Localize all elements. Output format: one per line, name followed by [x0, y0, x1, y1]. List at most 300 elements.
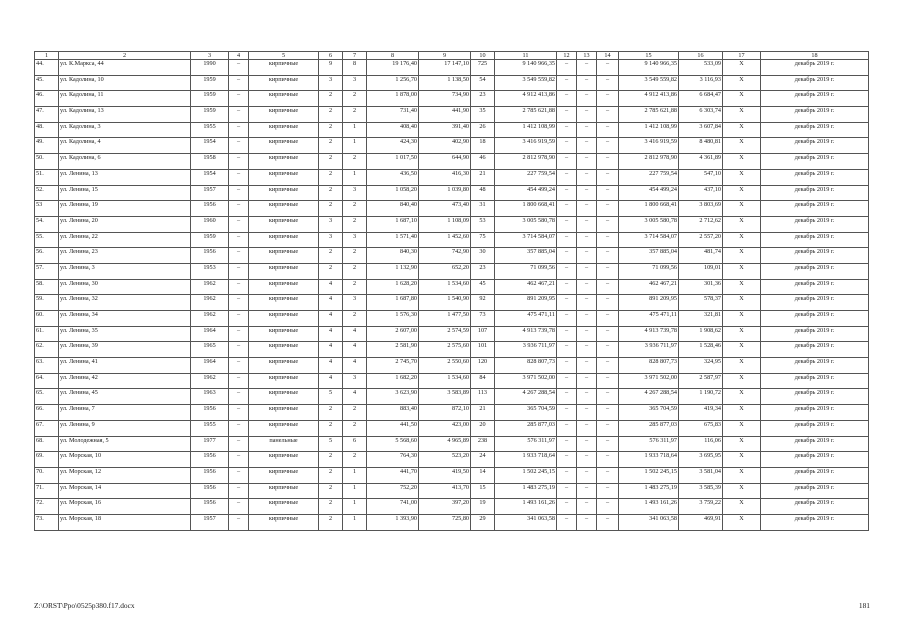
table-cell: –: [229, 263, 249, 279]
table-cell: ул. Ленина, 35: [59, 326, 191, 342]
table-cell: –: [577, 154, 597, 170]
table-cell: –: [597, 373, 619, 389]
table-cell: 1963: [191, 389, 229, 405]
table-cell: 3 607,84: [679, 122, 723, 138]
table-cell: 576 311,97: [495, 436, 557, 452]
table-cell: 2: [319, 185, 343, 201]
table-cell: 57.: [35, 263, 59, 279]
table-cell: 2: [319, 405, 343, 421]
table-cell: декабрь 2019 г.: [761, 91, 869, 107]
table-cell: 357 885,04: [495, 248, 557, 264]
table-cell: 45.: [35, 75, 59, 91]
table-cell: 741,00: [367, 499, 419, 515]
table-cell: Х: [723, 75, 761, 91]
table-cell: 1 138,50: [419, 75, 471, 91]
table-cell: 481,74: [679, 248, 723, 264]
table-cell: 19 176,40: [367, 60, 419, 76]
table-cell: 1956: [191, 467, 229, 483]
table-cell: 523,20: [419, 452, 471, 468]
table-cell: 61.: [35, 326, 59, 342]
table-cell: –: [557, 279, 577, 295]
table-cell: кирпичные: [249, 326, 319, 342]
table-cell: –: [597, 122, 619, 138]
table-cell: 725: [471, 60, 495, 76]
table-cell: 1 682,20: [367, 373, 419, 389]
table-cell: 2: [319, 483, 343, 499]
table-row: [35, 514, 869, 530]
table-cell: ул. Кадолина, 10: [59, 75, 191, 91]
table-cell: –: [557, 420, 577, 436]
table-cell: декабрь 2019 г.: [761, 373, 869, 389]
table-cell: 454 499,24: [495, 185, 557, 201]
table-cell: Х: [723, 138, 761, 154]
table-row: [35, 138, 869, 154]
table-cell: –: [557, 436, 577, 452]
table-cell: 3: [319, 75, 343, 91]
table-cell: 397,20: [419, 499, 471, 515]
table-cell: кирпичные: [249, 216, 319, 232]
table-row: [35, 452, 869, 468]
table-cell: 3 695,95: [679, 452, 723, 468]
table-cell: Х: [723, 60, 761, 76]
table-cell: 2: [343, 154, 367, 170]
table-cell: –: [597, 201, 619, 217]
table-cell: декабрь 2019 г.: [761, 499, 869, 515]
table-cell: 1 502 245,15: [495, 467, 557, 483]
table-cell: 365 704,59: [619, 405, 679, 421]
table-cell: 731,40: [367, 107, 419, 123]
table-cell: декабрь 2019 г.: [761, 154, 869, 170]
table-cell: декабрь 2019 г.: [761, 107, 869, 123]
table-cell: –: [557, 483, 577, 499]
table-cell: 4 267 288,54: [619, 389, 679, 405]
table-cell: –: [557, 499, 577, 515]
table-cell: 70.: [35, 467, 59, 483]
table-cell: 1956: [191, 248, 229, 264]
table-row: [35, 436, 869, 452]
table-cell: 576 311,97: [619, 436, 679, 452]
table-cell: 1956: [191, 483, 229, 499]
table-cell: 891 209,95: [619, 295, 679, 311]
table-cell: 48.: [35, 122, 59, 138]
table-cell: 62.: [35, 342, 59, 358]
table-cell: 1958: [191, 154, 229, 170]
table-cell: 1: [343, 138, 367, 154]
table-cell: 3 116,93: [679, 75, 723, 91]
table-cell: 73: [471, 311, 495, 327]
table-cell: ул. Ленина, 30: [59, 279, 191, 295]
table-cell: –: [557, 185, 577, 201]
table-cell: 3 416 919,59: [495, 138, 557, 154]
table-cell: 2 574,59: [419, 326, 471, 342]
table-cell: 644,90: [419, 154, 471, 170]
table-cell: декабрь 2019 г.: [761, 169, 869, 185]
table-cell: кирпичные: [249, 420, 319, 436]
table-cell: 3 936 711,97: [495, 342, 557, 358]
table-cell: 1 039,80: [419, 185, 471, 201]
table-cell: –: [557, 452, 577, 468]
table-cell: 4 913 739,78: [619, 326, 679, 342]
table-cell: –: [577, 232, 597, 248]
table-cell: 3 803,69: [679, 201, 723, 217]
table-cell: –: [577, 263, 597, 279]
table-cell: 3 585,39: [679, 483, 723, 499]
table-cell: –: [557, 138, 577, 154]
table-cell: кирпичные: [249, 75, 319, 91]
table-cell: кирпичные: [249, 91, 319, 107]
table-cell: 71 099,56: [619, 263, 679, 279]
table-cell: 26: [471, 122, 495, 138]
table-cell: –: [577, 201, 597, 217]
table-cell: 48: [471, 185, 495, 201]
table-cell: –: [229, 342, 249, 358]
table-cell: 437,10: [679, 185, 723, 201]
table-cell: 408,40: [367, 122, 419, 138]
table-cell: кирпичные: [249, 295, 319, 311]
table-cell: 4: [319, 326, 343, 342]
table-cell: 3 714 584,07: [495, 232, 557, 248]
table-cell: 73.: [35, 514, 59, 530]
table-row: [35, 154, 869, 170]
table-cell: 4 267 288,54: [495, 389, 557, 405]
table-cell: 441,70: [367, 467, 419, 483]
table-cell: 675,83: [679, 420, 723, 436]
table-cell: –: [597, 169, 619, 185]
table-cell: –: [597, 514, 619, 530]
table-cell: –: [597, 60, 619, 76]
table-cell: 3 583,89: [419, 389, 471, 405]
table-cell: –: [229, 248, 249, 264]
housing-table: [34, 51, 869, 531]
table-cell: ул. Ленина, 32: [59, 295, 191, 311]
table-cell: 113: [471, 389, 495, 405]
table-cell: 1956: [191, 499, 229, 515]
table-cell: –: [597, 436, 619, 452]
table-cell: –: [577, 483, 597, 499]
table-cell: ул. Ленина, 9: [59, 420, 191, 436]
table-cell: декабрь 2019 г.: [761, 514, 869, 530]
table-cell: 1 058,20: [367, 185, 419, 201]
table-cell: Х: [723, 467, 761, 483]
table-cell: ул. Морская, 18: [59, 514, 191, 530]
table-cell: 883,40: [367, 405, 419, 421]
table-cell: –: [229, 373, 249, 389]
table-cell: –: [577, 389, 597, 405]
table-cell: Х: [723, 169, 761, 185]
table-cell: 5: [319, 389, 343, 405]
table-cell: 1 393,90: [367, 514, 419, 530]
table-cell: ул. Ленина, 20: [59, 216, 191, 232]
table-cell: декабрь 2019 г.: [761, 60, 869, 76]
table-cell: ул. Ленина, 41: [59, 358, 191, 374]
table-cell: кирпичные: [249, 499, 319, 515]
table-cell: кирпичные: [249, 483, 319, 499]
table-cell: –: [577, 107, 597, 123]
column-header: 13: [577, 52, 597, 60]
table-cell: 341 063,58: [495, 514, 557, 530]
table-cell: 2: [319, 169, 343, 185]
table-cell: ул. Ленина, 3: [59, 263, 191, 279]
table-cell: 2 557,20: [679, 232, 723, 248]
table-cell: декабрь 2019 г.: [761, 295, 869, 311]
table-cell: 24: [471, 452, 495, 468]
column-header: 2: [59, 52, 191, 60]
table-cell: 71.: [35, 483, 59, 499]
table-cell: 1990: [191, 60, 229, 76]
table-cell: 3 005 580,78: [495, 216, 557, 232]
table-cell: –: [597, 154, 619, 170]
table-row: [35, 420, 869, 436]
table-cell: –: [557, 389, 577, 405]
footer-file-path: Z:\ORST\Ppo\0525p380.f17.docx: [34, 601, 135, 610]
table-cell: декабрь 2019 г.: [761, 216, 869, 232]
table-cell: –: [229, 201, 249, 217]
column-header: 1: [35, 52, 59, 60]
table-cell: –: [577, 467, 597, 483]
table-cell: 2: [319, 138, 343, 154]
table-row: [35, 107, 869, 123]
table-cell: 301,36: [679, 279, 723, 295]
table-cell: 2 812 978,90: [495, 154, 557, 170]
table-cell: –: [597, 107, 619, 123]
table-cell: декабрь 2019 г.: [761, 483, 869, 499]
table-cell: 1 933 718,64: [495, 452, 557, 468]
table-cell: –: [557, 216, 577, 232]
table-cell: 1 502 245,15: [619, 467, 679, 483]
table-cell: –: [229, 91, 249, 107]
table-cell: 1 687,10: [367, 216, 419, 232]
table-cell: 1962: [191, 373, 229, 389]
table-cell: декабрь 2019 г.: [761, 122, 869, 138]
table-cell: 391,40: [419, 122, 471, 138]
table-cell: 9: [319, 60, 343, 76]
table-cell: ул. Ленина, 39: [59, 342, 191, 358]
table-cell: 2: [319, 467, 343, 483]
table-cell: 2: [343, 279, 367, 295]
table-cell: 23: [471, 263, 495, 279]
table-cell: 2: [319, 263, 343, 279]
table-cell: 3 714 584,07: [619, 232, 679, 248]
table-cell: 1959: [191, 75, 229, 91]
table-cell: 4: [343, 358, 367, 374]
table-cell: –: [577, 279, 597, 295]
table-cell: –: [597, 389, 619, 405]
table-cell: –: [577, 216, 597, 232]
table-cell: 107: [471, 326, 495, 342]
table-cell: 1954: [191, 138, 229, 154]
table-cell: Х: [723, 514, 761, 530]
table-cell: –: [229, 389, 249, 405]
table-cell: 3: [343, 373, 367, 389]
table-cell: Х: [723, 342, 761, 358]
table-cell: ул. Морская, 10: [59, 452, 191, 468]
table-cell: –: [229, 154, 249, 170]
table-cell: Х: [723, 499, 761, 515]
table-cell: кирпичные: [249, 452, 319, 468]
column-header: 3: [191, 52, 229, 60]
table-cell: –: [557, 326, 577, 342]
table-cell: –: [557, 248, 577, 264]
table-cell: кирпичные: [249, 169, 319, 185]
table-cell: 1 534,60: [419, 279, 471, 295]
table-cell: 533,09: [679, 60, 723, 76]
table-cell: –: [577, 342, 597, 358]
table-cell: 2: [319, 420, 343, 436]
table-cell: 2: [343, 201, 367, 217]
table-cell: 1 483 275,19: [619, 483, 679, 499]
table-cell: ул. Ленина, 7: [59, 405, 191, 421]
table-cell: –: [229, 436, 249, 452]
table-cell: –: [557, 295, 577, 311]
table-cell: 3: [343, 232, 367, 248]
table-cell: 1 528,46: [679, 342, 723, 358]
table-cell: 2: [319, 91, 343, 107]
table-cell: 2: [343, 452, 367, 468]
table-cell: Х: [723, 201, 761, 217]
table-cell: 1 933 718,64: [619, 452, 679, 468]
table-row: [35, 185, 869, 201]
table-cell: Х: [723, 122, 761, 138]
table-cell: 8 480,81: [679, 138, 723, 154]
table-cell: 1965: [191, 342, 229, 358]
column-header: 15: [619, 52, 679, 60]
table-cell: 1964: [191, 326, 229, 342]
table-cell: декабрь 2019 г.: [761, 311, 869, 327]
table-cell: –: [229, 75, 249, 91]
table-cell: Х: [723, 326, 761, 342]
table-cell: –: [597, 185, 619, 201]
table-cell: Х: [723, 420, 761, 436]
table-cell: 1 412 108,99: [495, 122, 557, 138]
table-cell: 238: [471, 436, 495, 452]
table-cell: –: [557, 373, 577, 389]
table-cell: –: [597, 232, 619, 248]
table-cell: 52.: [35, 185, 59, 201]
table-cell: –: [577, 138, 597, 154]
table-cell: 4 965,89: [419, 436, 471, 452]
table-cell: 2 550,60: [419, 358, 471, 374]
table-cell: –: [577, 185, 597, 201]
table-cell: 54.: [35, 216, 59, 232]
table-cell: ул. Кадолина, 3: [59, 122, 191, 138]
table-cell: –: [557, 75, 577, 91]
table-cell: 475 471,11: [495, 311, 557, 327]
table-cell: –: [229, 279, 249, 295]
table-cell: декабрь 2019 г.: [761, 358, 869, 374]
table-cell: –: [577, 248, 597, 264]
table-cell: 14: [471, 467, 495, 483]
table-row: [35, 373, 869, 389]
table-cell: ул. Кадолина, 6: [59, 154, 191, 170]
table-cell: 1956: [191, 452, 229, 468]
table-cell: Х: [723, 263, 761, 279]
table-row: [35, 75, 869, 91]
table-cell: 35: [471, 107, 495, 123]
table-cell: 63.: [35, 358, 59, 374]
table-cell: 1 908,62: [679, 326, 723, 342]
table-cell: 3: [319, 216, 343, 232]
table-cell: –: [557, 405, 577, 421]
table-body: [35, 60, 869, 531]
table-cell: 1 878,00: [367, 91, 419, 107]
table-cell: Х: [723, 405, 761, 421]
table-cell: 44.: [35, 60, 59, 76]
table-cell: 1953: [191, 263, 229, 279]
table-cell: Х: [723, 107, 761, 123]
table-cell: –: [557, 201, 577, 217]
table-cell: 2: [343, 91, 367, 107]
table-cell: 2: [343, 405, 367, 421]
table-cell: –: [597, 248, 619, 264]
table-cell: 365 704,59: [495, 405, 557, 421]
table-cell: 341 063,58: [619, 514, 679, 530]
table-cell: декабрь 2019 г.: [761, 452, 869, 468]
table-cell: 2 812 978,90: [619, 154, 679, 170]
table-cell: 2 745,70: [367, 358, 419, 374]
table-cell: 2 785 621,88: [495, 107, 557, 123]
table-cell: 357 885,04: [619, 248, 679, 264]
table-cell: ул. Ленина, 42: [59, 373, 191, 389]
table-cell: 18: [471, 138, 495, 154]
table-cell: 21: [471, 169, 495, 185]
table-cell: 8: [343, 60, 367, 76]
table-cell: –: [229, 311, 249, 327]
table-cell: –: [557, 91, 577, 107]
table-cell: 69.: [35, 452, 59, 468]
table-cell: –: [229, 185, 249, 201]
table-cell: 60.: [35, 311, 59, 327]
column-header: 6: [319, 52, 343, 60]
table-cell: 2: [343, 216, 367, 232]
table-row: [35, 201, 869, 217]
table-cell: –: [557, 263, 577, 279]
table-cell: –: [597, 75, 619, 91]
table-cell: 58.: [35, 279, 59, 295]
table-cell: 4 361,89: [679, 154, 723, 170]
table-cell: ул. Кадолина, 13: [59, 107, 191, 123]
table-row: [35, 389, 869, 405]
table-cell: 2 575,60: [419, 342, 471, 358]
table-cell: ул. Морская, 14: [59, 483, 191, 499]
table-cell: –: [577, 75, 597, 91]
table-cell: 4: [319, 373, 343, 389]
table-cell: 1959: [191, 91, 229, 107]
table-cell: 2: [319, 514, 343, 530]
table-cell: 46.: [35, 91, 59, 107]
table-cell: 109,01: [679, 263, 723, 279]
table-cell: 416,30: [419, 169, 471, 185]
table-cell: ул. Кадолина, 4: [59, 138, 191, 154]
table-cell: –: [229, 358, 249, 374]
table-cell: 1 483 275,19: [495, 483, 557, 499]
table-cell: 1955: [191, 420, 229, 436]
table-cell: 2: [343, 263, 367, 279]
table-cell: Х: [723, 279, 761, 295]
table-cell: кирпичные: [249, 358, 319, 374]
table-cell: ул. К.Маркса, 44: [59, 60, 191, 76]
table-cell: Х: [723, 295, 761, 311]
table-cell: 3 416 919,59: [619, 138, 679, 154]
table-cell: 462 467,21: [495, 279, 557, 295]
table-cell: декабрь 2019 г.: [761, 326, 869, 342]
table-cell: –: [577, 91, 597, 107]
table-cell: 3 759,22: [679, 499, 723, 515]
table-cell: 828 807,73: [619, 358, 679, 374]
table-cell: 3 005 580,78: [619, 216, 679, 232]
table-cell: 1: [343, 499, 367, 515]
table-cell: ул. Ленина, 23: [59, 248, 191, 264]
table-cell: 67.: [35, 420, 59, 436]
